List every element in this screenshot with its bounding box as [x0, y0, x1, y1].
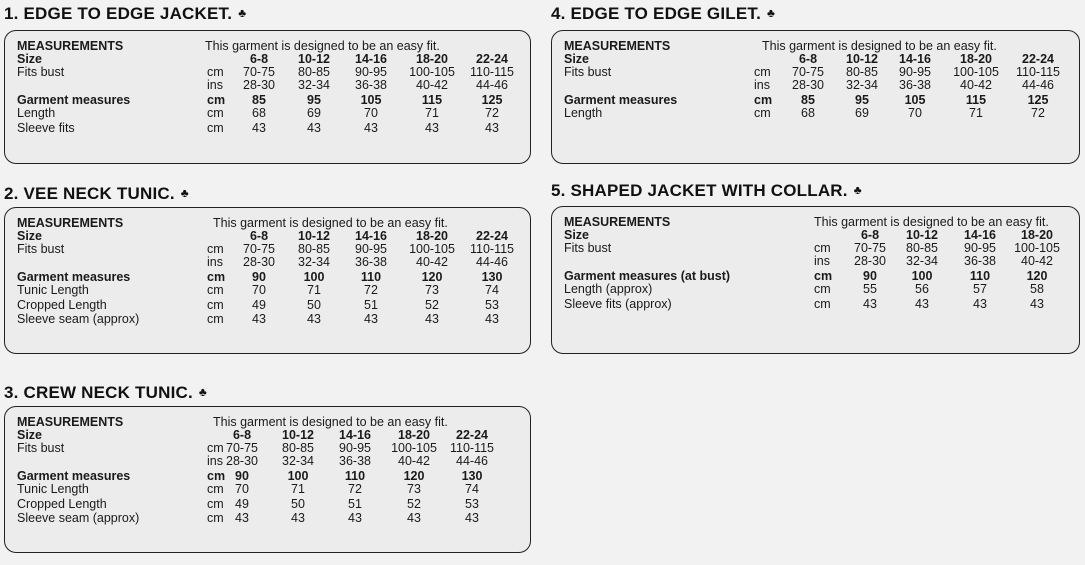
table-cell: 40-42 [398, 454, 430, 468]
measurements-heading: MEASUREMENTS [17, 39, 124, 53]
measurements-heading: MEASUREMENTS [17, 415, 124, 429]
panel-title [4, 4, 246, 24]
trefoil-icon: ♣ [198, 385, 207, 399]
measurements-box [4, 207, 531, 354]
size-header: 18-20 [960, 52, 992, 66]
table-cell: 40-42 [960, 78, 992, 92]
row-unit: cm [207, 497, 224, 511]
row-label: Length (approx) [564, 282, 653, 296]
table-cell: 43 [364, 121, 378, 135]
row-label: Tunic Length [17, 482, 89, 496]
row-label: Sleeve fits [17, 121, 75, 135]
table-cell: 80-85 [298, 242, 330, 256]
table-cell: 32-34 [298, 78, 330, 92]
table-cell: 36-38 [899, 78, 931, 92]
table-cell: 43 [425, 121, 439, 135]
row-unit: cm [207, 106, 224, 120]
size-header: 22-24 [1022, 52, 1054, 66]
table-cell: 43 [252, 121, 266, 135]
row-unit: cm [814, 241, 831, 255]
size-header: 14-16 [355, 52, 387, 66]
table-cell: 100 [303, 270, 325, 284]
size-header: 10-12 [906, 228, 938, 242]
panel-title [551, 181, 862, 201]
table-cell: 43 [485, 312, 499, 326]
panel-title [551, 4, 775, 24]
table-cell: 72 [485, 106, 499, 120]
row-unit: cm [207, 65, 224, 79]
table-cell: 43 [465, 511, 479, 525]
table-cell: 110 [969, 269, 991, 283]
table-cell: 110 [344, 469, 366, 483]
table-cell: 74 [465, 482, 479, 496]
measurements-box [551, 206, 1080, 354]
row-unit: cm [207, 511, 224, 525]
panel-title-text: 5. SHAPED JACKET WITH COLLAR. [551, 181, 848, 200]
row-unit: cm [754, 93, 773, 107]
size-header: 6-8 [232, 428, 252, 442]
row-label: Garment measures [17, 469, 131, 483]
table-cell: 90-95 [899, 65, 931, 79]
table-cell: 100-105 [953, 65, 999, 79]
table-cell: 70 [235, 482, 249, 496]
row-label: Garment measures (at bust) [564, 269, 731, 283]
row-unit: cm [207, 312, 224, 326]
size-header: 22-24 [476, 52, 508, 66]
table-cell: 70-75 [243, 242, 275, 256]
size-label: Size [17, 229, 43, 243]
table-cell: 100 [911, 269, 933, 283]
table-cell: 43 [973, 297, 987, 311]
table-cell: 43 [485, 121, 499, 135]
size-header: 18-20 [398, 428, 430, 442]
measurements-heading: MEASUREMENTS [17, 216, 124, 230]
table-cell: 80-85 [906, 241, 938, 255]
table-cell: 32-34 [846, 78, 878, 92]
row-unit: ins [754, 78, 770, 92]
table-cell: 69 [307, 106, 321, 120]
size-header: 6-8 [798, 52, 818, 66]
table-cell: 53 [485, 298, 499, 312]
size-header: 10-12 [298, 229, 330, 243]
row-unit: cm [207, 242, 224, 256]
measurements-heading: MEASUREMENTS [564, 215, 671, 229]
table-cell: 90 [863, 269, 877, 283]
table-cell: 36-38 [339, 454, 371, 468]
table-cell: 43 [863, 297, 877, 311]
table-cell: 73 [425, 283, 439, 297]
table-cell: 125 [481, 93, 503, 107]
table-cell: 120 [1026, 269, 1048, 283]
trefoil-icon: ♣ [853, 183, 862, 197]
table-cell: 28-30 [243, 78, 275, 92]
row-label: Sleeve seam (approx) [17, 511, 140, 525]
table-cell: 95 [855, 93, 869, 107]
row-label: Sleeve seam (approx) [17, 312, 140, 326]
row-label: Fits bust [564, 241, 612, 255]
table-cell: 68 [252, 106, 266, 120]
row-label: Fits bust [17, 65, 65, 79]
size-header: 10-12 [846, 52, 878, 66]
table-cell: 43 [1030, 297, 1044, 311]
table-cell: 50 [291, 497, 305, 511]
table-cell: 110-115 [469, 242, 515, 256]
row-unit: ins [814, 254, 830, 268]
table-cell: 43 [915, 297, 929, 311]
table-cell: 80-85 [282, 441, 314, 455]
table-cell: 56 [915, 282, 929, 296]
easy-fit-note: This garment is designed to be an easy fit. [762, 39, 997, 53]
row-unit: cm [207, 441, 224, 455]
table-cell: 125 [1027, 93, 1049, 107]
size-label: Size [564, 52, 590, 66]
table-cell: 90-95 [964, 241, 996, 255]
table-cell: 90-95 [355, 242, 387, 256]
table-cell: 71 [291, 482, 305, 496]
table-cell: 100-105 [1014, 241, 1060, 255]
easy-fit-note: This garment is designed to be an easy fit. [213, 216, 448, 230]
table-cell: 70-75 [226, 441, 258, 455]
table-cell: 68 [801, 106, 815, 120]
trefoil-icon: ♣ [238, 6, 247, 20]
panel-title [4, 184, 189, 204]
table-cell: 70 [908, 106, 922, 120]
row-label: Length [17, 106, 56, 120]
table-cell: 52 [407, 497, 421, 511]
table-cell: 100-105 [409, 242, 455, 256]
table-cell: 70-75 [854, 241, 886, 255]
row-label: Fits bust [17, 242, 65, 256]
table-cell: 49 [235, 497, 249, 511]
row-unit: cm [207, 482, 224, 496]
row-label: Fits bust [17, 441, 65, 455]
size-label: Size [17, 52, 43, 66]
row-unit: cm [207, 283, 224, 297]
table-cell: 43 [364, 312, 378, 326]
size-header: 18-20 [416, 229, 448, 243]
size-header: 10-12 [282, 428, 314, 442]
row-label: Cropped Length [17, 497, 107, 511]
panel-title [4, 383, 207, 403]
table-cell: 100-105 [409, 65, 455, 79]
table-cell: 28-30 [243, 255, 275, 269]
row-unit: ins [207, 255, 223, 269]
table-cell: 71 [307, 283, 321, 297]
panel-title-text: 3. CREW NECK TUNIC. [4, 383, 193, 402]
table-cell: 43 [307, 312, 321, 326]
size-label: Size [564, 228, 590, 242]
table-cell: 40-42 [416, 78, 448, 92]
table-cell: 44-46 [456, 454, 488, 468]
table-cell: 55 [863, 282, 877, 296]
table-cell: 32-34 [906, 254, 938, 268]
table-cell: 53 [465, 497, 479, 511]
table-cell: 40-42 [416, 255, 448, 269]
table-cell: 70-75 [792, 65, 824, 79]
table-cell: 105 [360, 93, 382, 107]
panel-title-text: 2. VEE NECK TUNIC. [4, 184, 175, 203]
table-cell: 44-46 [476, 255, 508, 269]
size-header: 14-16 [964, 228, 996, 242]
table-cell: 85 [801, 93, 815, 107]
size-header: 18-20 [1021, 228, 1053, 242]
panel-title-text: 4. EDGE TO EDGE GILET. [551, 4, 762, 23]
easy-fit-note: This garment is designed to be an easy fit. [205, 39, 440, 53]
size-header: 6-8 [249, 229, 269, 243]
table-cell: 72 [1031, 106, 1045, 120]
table-cell: 120 [421, 270, 443, 284]
table-cell: 110 [360, 270, 382, 284]
table-cell: 43 [348, 511, 362, 525]
table-cell: 90 [252, 270, 266, 284]
row-unit: cm [207, 270, 226, 284]
row-unit: cm [814, 282, 831, 296]
measurements-box [4, 30, 531, 164]
row-label: Cropped Length [17, 298, 107, 312]
row-label: Length [564, 106, 603, 120]
table-cell: 44-46 [476, 78, 508, 92]
table-cell: 43 [252, 312, 266, 326]
table-cell: 110-115 [1015, 65, 1061, 79]
table-cell: 74 [485, 283, 499, 297]
easy-fit-note: This garment is designed to be an easy fit. [213, 415, 448, 429]
trefoil-icon: ♣ [180, 186, 189, 200]
table-cell: 28-30 [854, 254, 886, 268]
row-label: Garment measures [564, 93, 678, 107]
row-unit: cm [207, 93, 226, 107]
panel-title-text: 1. EDGE TO EDGE JACKET. [4, 4, 233, 23]
table-cell: 36-38 [355, 255, 387, 269]
table-cell: 100 [287, 469, 309, 483]
row-label: Tunic Length [17, 283, 89, 297]
table-cell: 36-38 [355, 78, 387, 92]
table-cell: 57 [973, 282, 987, 296]
size-header: 14-16 [355, 229, 387, 243]
table-cell: 40-42 [1021, 254, 1053, 268]
size-label: Size [17, 428, 43, 442]
row-unit: cm [754, 65, 771, 79]
size-header: 22-24 [476, 229, 508, 243]
table-cell: 110-115 [469, 65, 515, 79]
table-cell: 105 [904, 93, 926, 107]
table-cell: 51 [348, 497, 362, 511]
row-label: Sleeve fits (approx) [564, 297, 672, 311]
table-cell: 72 [348, 482, 362, 496]
table-cell: 28-30 [226, 454, 258, 468]
table-cell: 90-95 [339, 441, 371, 455]
row-label: Fits bust [564, 65, 612, 79]
row-unit: cm [754, 106, 771, 120]
trefoil-icon: ♣ [767, 6, 776, 20]
table-cell: 80-85 [298, 65, 330, 79]
table-cell: 120 [403, 469, 425, 483]
table-cell: 52 [425, 298, 439, 312]
table-cell: 73 [407, 482, 421, 496]
table-cell: 71 [969, 106, 983, 120]
size-header: 6-8 [249, 52, 269, 66]
size-header: 22-24 [456, 428, 488, 442]
table-cell: 70 [364, 106, 378, 120]
table-cell: 90 [235, 469, 249, 483]
table-cell: 70-75 [243, 65, 275, 79]
table-cell: 130 [461, 469, 483, 483]
table-cell: 130 [481, 270, 503, 284]
table-cell: 110-115 [449, 441, 495, 455]
row-unit: cm [207, 298, 224, 312]
row-unit: ins [207, 78, 223, 92]
table-cell: 28-30 [792, 78, 824, 92]
table-cell: 43 [235, 511, 249, 525]
table-cell: 115 [421, 93, 443, 107]
table-cell: 49 [252, 298, 266, 312]
row-unit: ins [207, 454, 223, 468]
table-cell: 90-95 [355, 65, 387, 79]
row-unit: cm [814, 269, 833, 283]
table-cell: 50 [307, 298, 321, 312]
table-cell: 100-105 [391, 441, 437, 455]
table-cell: 95 [307, 93, 321, 107]
table-cell: 32-34 [282, 454, 314, 468]
size-header: 14-16 [899, 52, 931, 66]
table-cell: 85 [252, 93, 266, 107]
table-cell: 32-34 [298, 255, 330, 269]
size-header: 6-8 [860, 228, 880, 242]
table-cell: 115 [965, 93, 987, 107]
row-label: Garment measures [17, 93, 131, 107]
table-cell: 44-46 [1022, 78, 1054, 92]
measurements-heading: MEASUREMENTS [564, 39, 671, 53]
size-header: 10-12 [298, 52, 330, 66]
table-cell: 70 [252, 283, 266, 297]
table-cell: 43 [307, 121, 321, 135]
easy-fit-note: This garment is designed to be an easy fit. [814, 215, 1049, 229]
measurements-box [551, 30, 1080, 164]
row-label: Garment measures [17, 270, 131, 284]
table-cell: 43 [407, 511, 421, 525]
size-header: 14-16 [339, 428, 371, 442]
row-unit: cm [207, 469, 226, 483]
measurements-box [4, 406, 531, 553]
table-cell: 58 [1030, 282, 1044, 296]
row-unit: cm [207, 121, 224, 135]
table-cell: 71 [425, 106, 439, 120]
table-cell: 72 [364, 283, 378, 297]
table-cell: 43 [425, 312, 439, 326]
table-cell: 36-38 [964, 254, 996, 268]
table-cell: 80-85 [846, 65, 878, 79]
table-cell: 51 [364, 298, 378, 312]
table-cell: 43 [291, 511, 305, 525]
size-header: 18-20 [416, 52, 448, 66]
table-cell: 69 [855, 106, 869, 120]
row-unit: cm [814, 297, 831, 311]
